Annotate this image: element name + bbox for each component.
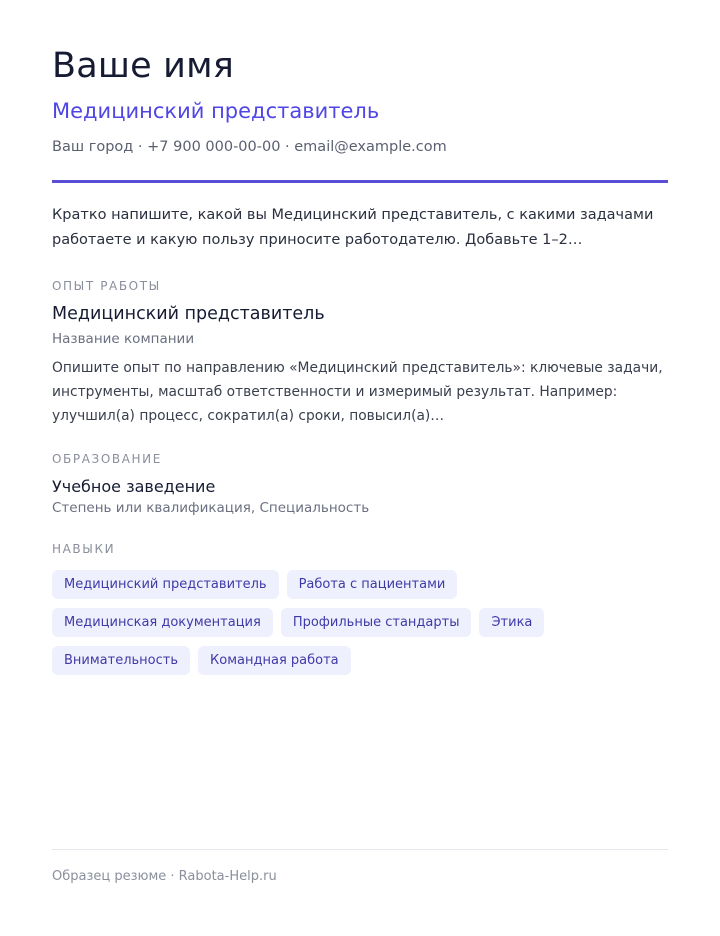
footer-text: Образец резюме · Rabota-Help.ru bbox=[52, 869, 277, 884]
skills-list bbox=[52, 570, 668, 675]
education-degree: Степень или квалификация, Специальность bbox=[52, 500, 370, 516]
candidate-role: Медицинский представитель bbox=[52, 99, 380, 123]
candidate-name: Ваше имя bbox=[52, 46, 234, 86]
skill-chip: Этика bbox=[479, 608, 544, 637]
summary-text: Кратко напишите, какой вы Медицинский представитель, с какими задачами работаете и какую пользу приносите работодателю. Добавьте 1–2… bbox=[52, 207, 654, 248]
education-section-title: ОБРАЗОВАНИЕ bbox=[52, 452, 162, 466]
experience-section-title: ОПЫТ РАБОТЫ bbox=[52, 279, 161, 293]
contact-line: Ваш город · +7 900 000-00-00 · email@example.com bbox=[52, 139, 447, 155]
skills-section-title: НАВЫКИ bbox=[52, 542, 116, 556]
skill-chip: Внимательность bbox=[52, 646, 190, 675]
resume-page bbox=[52, 0, 668, 936]
education-institution: Учебное заведение bbox=[52, 477, 216, 496]
skill-chip: Работа с пациентами bbox=[287, 570, 458, 599]
skill-chip: Командная работа bbox=[198, 646, 351, 675]
footer-divider bbox=[52, 849, 668, 850]
skill-chip: Профильные стандарты bbox=[281, 608, 472, 637]
skill-chip: Медицинский представитель bbox=[52, 570, 279, 599]
job-description: Опишите опыт по направлению «Медицинский представитель»: ключевые задачи, инструменты, масштаб ответственности и измеримый результат. Например: улучшил(а) процесс, сократил(а) сроки, повысил(а)… bbox=[52, 360, 663, 424]
job-title: Медицинский представитель bbox=[52, 304, 325, 324]
company-name: Название компании bbox=[52, 331, 195, 347]
skill-chip: Медицинская документация bbox=[52, 608, 273, 637]
header-divider bbox=[52, 180, 668, 183]
